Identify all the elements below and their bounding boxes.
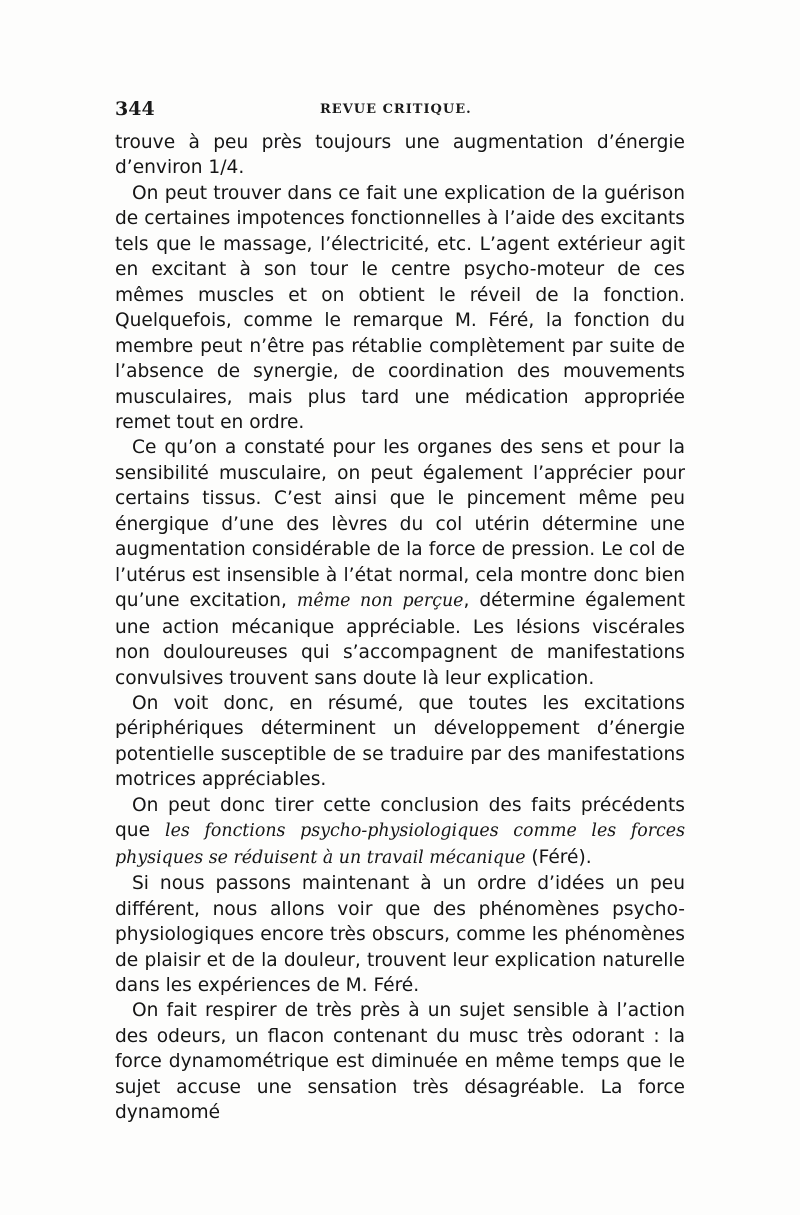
paragraph-text: On peut donc tirer cette conclusion des faits précédents que <box>115 794 685 842</box>
paragraph-text: (Féré). <box>525 846 592 868</box>
paragraph-resume: On voit donc, en résumé, que toutes les excitations périphériques déterminent un développement d’énergie potentielle susceptible de se traduire par des manifestations motrices appréciables. <box>115 692 685 791</box>
italic-phrase: les fonctions psycho-physiologiques comme les forces physiques se réduisent à un travail mécanique <box>115 821 685 868</box>
paragraph-sensibilite <box>115 435 685 691</box>
running-title: REVUE CRITIQUE. <box>320 102 472 117</box>
paragraph-text: Ce qu’on a constaté pour les organes des sens et pour la sensibilité musculaire, on peut également l’apprécier pour certains tissus. C’est ainsi que le pincement même peu énergique d’une des lèvres du col utérin détermine une augmentation considérable de la force de pression. Le col de l’utérus est insensible à l’état normal, cela montre donc bien qu’une excitation, <box>115 437 685 612</box>
paragraph-conclusion <box>115 793 685 871</box>
italic-phrase: même non perçue <box>296 591 464 612</box>
page-number: 344 <box>115 98 155 120</box>
paragraph-phenomenes: Si nous passons maintenant à un ordre d’idées un peu différent, nous allons voir que des phénomènes psycho-physiologiques encore très obscurs, comme les phénomènes de plaisir et de la douleur, trouvent leur explication naturelle dans les expériences de M. Féré. <box>115 873 685 996</box>
paragraph-odeurs: On fait respirer de très près à un sujet sensible à l’action des odeurs, un flacon contenant du musc très odorant : la force dynamométrique est diminuée en même temps que le sujet accuse une sensation très désagréable. La force dynamomé <box>115 1000 685 1124</box>
paragraph-continuation: trouve à peu près toujours une augmentation d’énergie d’environ 1/4. <box>115 132 685 179</box>
body-text <box>115 130 685 1126</box>
page-header <box>115 98 685 126</box>
paragraph-guerison: On peut trouver dans ce fait une explication de la guérison de certaines impotences fonctionnelles à l’aide des excitants tels que le massage, l’électricité, etc. L’agent extérieur agit en excitant à son tour le centre psycho-moteur de ces mêmes muscles et on obtient le réveil de la fonction. Quelquefois, comme le remarque M. Féré, la fonction du membre peut n’être pas rétablie complètement par suite de l’absence de synergie, de coordination des mouvements musculaires, mais plus tard une médication appropriée remet tout en ordre. <box>115 182 685 433</box>
paragraph-text: , détermine également une action mécanique appréciable. Les lésions viscérales non douloureuses qui s’accompagnent de manifestations convulsives trouvent sans doute là leur explication. <box>115 590 685 689</box>
